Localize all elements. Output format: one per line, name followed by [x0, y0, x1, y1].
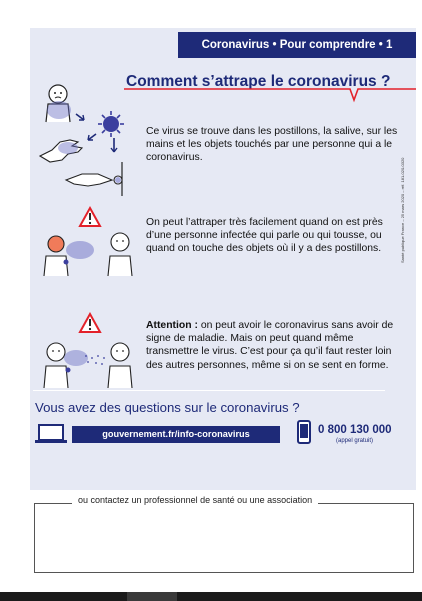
contact-label: ou contactez un professionnel de santé ou une association — [72, 495, 318, 505]
warning-icon — [80, 314, 100, 332]
page-title: Comment s’attrape le coronavirus ? — [126, 73, 391, 90]
doorknob-icon — [66, 162, 122, 196]
phone-icon — [297, 420, 311, 444]
contact-box — [34, 503, 414, 573]
contact-illustration — [40, 204, 136, 278]
questions-heading: Vous avez des questions sur le coronavirus ? — [35, 400, 300, 415]
title-underline — [122, 86, 418, 104]
attention-label: Attention : — [146, 320, 198, 331]
attention-text: on peut avoir le coronavirus sans avoir de signe de maladie. Mais on peut quand même transmettre le virus. C’est pour ça qu’il faut rester loin des autres personnes, même si on se sent en forme. — [146, 320, 394, 371]
paragraph-virus-location: Ce virus se trouve dans les postillons, la salive, sur les mains et les objets touchés par une personne qui a le coronavirus. — [146, 126, 398, 164]
virus-icon — [98, 111, 124, 137]
paragraph-attention — [146, 319, 394, 372]
sick-person-icon — [46, 85, 71, 122]
warning-icon — [80, 208, 100, 226]
phone-note: (appel gratuit) — [336, 438, 374, 444]
header-banner: Coronavirus • Pour comprendre • 1 — [178, 32, 416, 58]
bottom-bar — [0, 592, 422, 601]
info-website-link[interactable]: gouvernement.fr/info-coronavirus — [72, 426, 280, 443]
phone-number[interactable]: 0 800 130 000 — [318, 424, 392, 436]
transmission-illustration — [38, 80, 136, 198]
section-divider — [33, 390, 385, 391]
hand-icon — [40, 140, 82, 162]
asymptomatic-illustration — [40, 312, 136, 390]
paragraph-contagion: On peut l’attraper très facilement quand on est près d’une personne infectée qui parle ou qui tousse, ou quand on touche des objets où il y a des postillons. — [146, 217, 383, 255]
laptop-icon — [34, 424, 68, 444]
side-credit: Santé publique France – 25 mars 2020 – réf. 181-020-0320 — [400, 157, 405, 263]
poster-panel — [30, 28, 416, 490]
bottom-bar-segment — [127, 592, 177, 601]
